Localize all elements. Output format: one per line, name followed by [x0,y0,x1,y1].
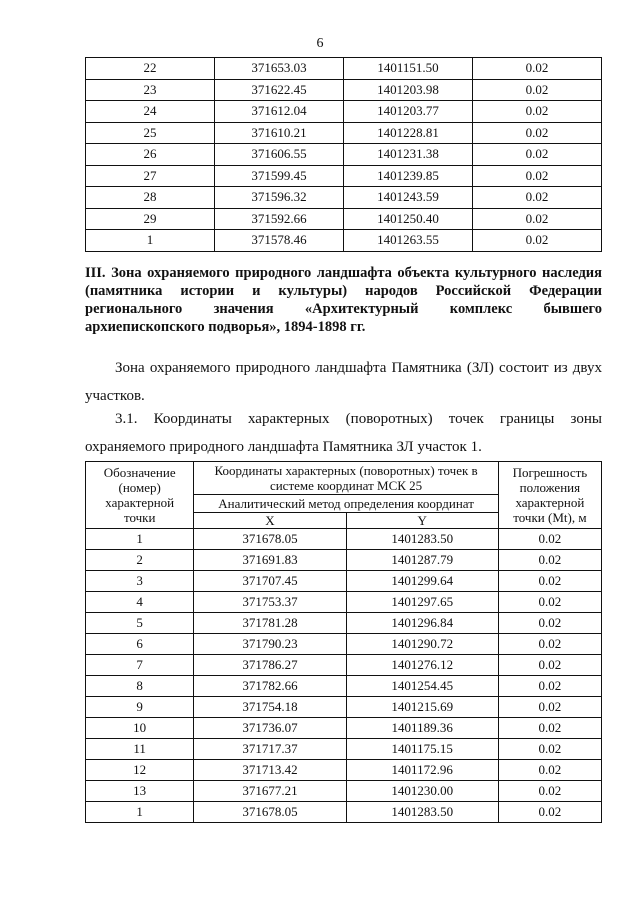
table-row [86,529,602,550]
cell-x: 371782.66 [194,676,346,697]
cell-y: 1401299.64 [346,571,498,592]
cell-accuracy: 0.02 [498,676,601,697]
cell-x: 371612.04 [215,101,344,123]
cell-x: 371599.45 [215,165,344,187]
table-row [86,697,602,718]
cell-point-number: 27 [86,165,215,187]
cell-point-number: 6 [86,634,194,655]
cell-point-number: 24 [86,101,215,123]
cell-accuracy: 0.02 [473,208,602,230]
cell-point-number: 11 [86,739,194,760]
cell-x: 371736.07 [194,718,346,739]
cell-x: 371606.55 [215,144,344,166]
table2-body [86,529,602,823]
cell-point-number: 22 [86,58,215,80]
cell-point-number: 9 [86,697,194,718]
table1-body [86,58,602,252]
cell-point-number: 23 [86,79,215,101]
cell-accuracy: 0.02 [473,144,602,166]
cell-point-number: 4 [86,592,194,613]
cell-accuracy: 0.02 [498,781,601,802]
cell-accuracy: 0.02 [473,165,602,187]
table-row [86,760,602,781]
cell-x: 371717.37 [194,739,346,760]
cell-y: 1401297.65 [346,592,498,613]
table-row [86,781,602,802]
page-number: 6 [316,36,324,51]
cell-point-number: 10 [86,718,194,739]
table-row [86,802,602,823]
cell-y: 1401215.69 [346,697,498,718]
cell-accuracy: 0.02 [498,634,601,655]
cell-y: 1401203.77 [344,101,473,123]
header-x: X [194,513,346,529]
cell-accuracy: 0.02 [498,529,601,550]
cell-y: 1401283.50 [346,802,498,823]
table-row [86,613,602,634]
cell-x: 371678.05 [194,529,346,550]
cell-x: 371790.23 [194,634,346,655]
cell-y: 1401203.98 [344,79,473,101]
cell-y: 1401276.12 [346,655,498,676]
table-row [86,144,602,166]
cell-x: 371781.28 [194,613,346,634]
table-row [86,165,602,187]
cell-y: 1401250.40 [344,208,473,230]
cell-point-number: 1 [86,230,215,252]
table-row [86,208,602,230]
cell-x: 371592.66 [215,208,344,230]
cell-point-number: 25 [86,122,215,144]
cell-x: 371691.83 [194,550,346,571]
cell-accuracy: 0.02 [498,655,601,676]
cell-x: 371754.18 [194,697,346,718]
cell-y: 1401290.72 [346,634,498,655]
cell-y: 1401175.15 [346,739,498,760]
cell-x: 371753.37 [194,592,346,613]
cell-accuracy: 0.02 [473,101,602,123]
cell-point-number: 28 [86,187,215,209]
table-row [86,571,602,592]
table-row [86,230,602,252]
cell-y: 1401243.59 [344,187,473,209]
cell-point-number: 1 [86,802,194,823]
header-accuracy: Погрешность положения характерной точки (Mt), м [498,462,601,529]
header-y: Y [346,513,498,529]
cell-x: 371786.27 [194,655,346,676]
table-row [86,79,602,101]
cell-accuracy: 0.02 [473,187,602,209]
cell-y: 1401189.36 [346,718,498,739]
cell-y: 1401287.79 [346,550,498,571]
cell-y: 1401228.81 [344,122,473,144]
cell-y: 1401296.84 [346,613,498,634]
cell-y: 1401263.55 [344,230,473,252]
cell-accuracy: 0.02 [498,571,601,592]
cell-x: 371707.45 [194,571,346,592]
cell-accuracy: 0.02 [473,122,602,144]
cell-point-number: 13 [86,781,194,802]
table-row [86,739,602,760]
header-point-number: Обозначение (номер) характерной точки [86,462,194,529]
cell-y: 1401231.38 [344,144,473,166]
table-row [86,187,602,209]
cell-accuracy: 0.02 [498,613,601,634]
cell-x: 371678.05 [194,802,346,823]
cell-point-number: 12 [86,760,194,781]
cell-x: 371622.45 [215,79,344,101]
cell-point-number: 8 [86,676,194,697]
header-coordinates: Координаты характерных (поворотных) точек в системе координат МСК 25 [194,462,498,495]
cell-x: 371596.32 [215,187,344,209]
cell-accuracy: 0.02 [498,592,601,613]
cell-y: 1401172.96 [346,760,498,781]
cell-x: 371653.03 [215,58,344,80]
cell-y: 1401239.85 [344,165,473,187]
cell-point-number: 29 [86,208,215,230]
header-method: Аналитический метод определения координат [194,495,498,513]
cell-accuracy: 0.02 [498,760,601,781]
cell-point-number: 7 [86,655,194,676]
coordinates-table-plot-1 [85,461,602,823]
cell-accuracy: 0.02 [498,739,601,760]
cell-x: 371677.21 [194,781,346,802]
cell-point-number: 1 [86,529,194,550]
cell-point-number: 3 [86,571,194,592]
cell-x: 371578.46 [215,230,344,252]
cell-accuracy: 0.02 [473,58,602,80]
cell-accuracy: 0.02 [498,802,601,823]
cell-y: 1401230.00 [346,781,498,802]
cell-accuracy: 0.02 [498,697,601,718]
zone-description-paragraph: Зона охраняемого природного ландшафта Памятника (ЗЛ) состоит из двух участков. [85,360,602,404]
table-row [86,634,602,655]
table-row [86,101,602,123]
cell-x: 371610.21 [215,122,344,144]
cell-x: 371713.42 [194,760,346,781]
table-row [86,122,602,144]
cell-point-number: 26 [86,144,215,166]
cell-point-number: 2 [86,550,194,571]
cell-point-number: 5 [86,613,194,634]
cell-accuracy: 0.02 [473,230,602,252]
coordinates-intro-paragraph: 3.1. Координаты характерных (поворотных) точек границы зоны охраняемого природного ландшафта Памятника ЗЛ участок 1. [85,411,602,455]
table-row [86,550,602,571]
cell-y: 1401151.50 [344,58,473,80]
cell-accuracy: 0.02 [498,718,601,739]
cell-accuracy: 0.02 [498,550,601,571]
cell-y: 1401283.50 [346,529,498,550]
coordinates-table-continued [85,57,602,252]
table-row [86,592,602,613]
table-row [86,718,602,739]
table-row [86,58,602,80]
cell-y: 1401254.45 [346,676,498,697]
table-row [86,676,602,697]
cell-accuracy: 0.02 [473,79,602,101]
section-heading: III. Зона охраняемого природного ландшафта объекта культурного наследия (памятника истории и культуры) народов Российской Федерации регионального значения «Архитектурный комплекс бывшего архиепископского подворья», 1894-1898 гг. [85,265,602,335]
table-row [86,655,602,676]
